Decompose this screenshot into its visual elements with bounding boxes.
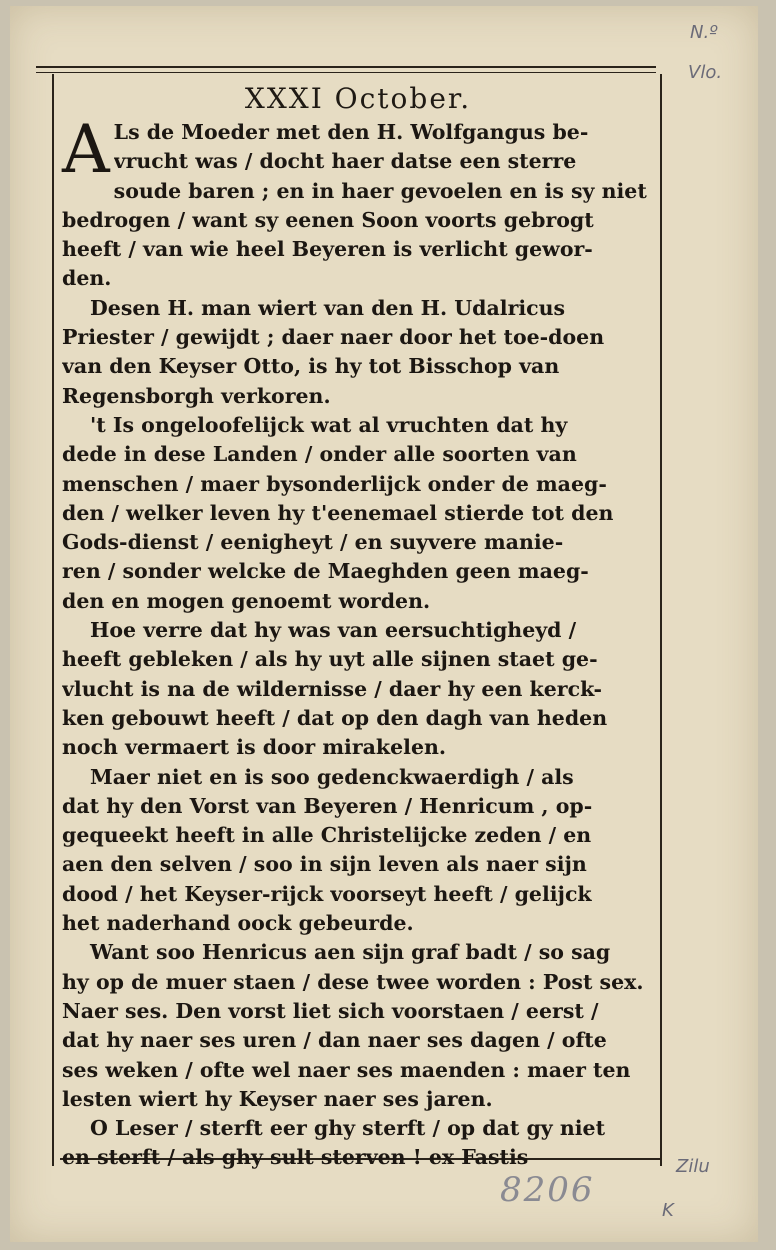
margin-note: Zilu [676,1156,710,1177]
text-line: dat hy naer ses uren / dan naer ses dagen / ofte [62,1028,607,1053]
text-line: aen den selven / soo in sijn leven als naer sijn [62,852,587,877]
text-line: dood / het Keyser-rijck voorseyt heeft / gelijck [62,881,592,906]
text-line: menschen / maer bysonderlijck onder de maeg- [62,471,607,496]
text-line: den / welker leven hy t'eenemael stierde tot den [62,500,614,525]
text-line: Hoe verre dat hy was van eersuchtigheyd / [90,618,577,643]
text-line: lesten wiert hy Keyser naer ses jaren. [62,1086,493,1111]
text-line: ses weken / ofte wel naer ses maenden : maer ten [62,1057,631,1082]
text-line: heeft gebleken / als hy uyt alle sijnen staet ge- [62,647,598,672]
margin-note: K [662,1200,674,1221]
text-line: van den Keyser Otto, is hy tot Bisschop van [62,354,560,379]
text-line: Regensborgh verkoren. [62,383,331,408]
text-line: vrucht was / docht haer datse een sterre [113,149,577,174]
text-line: bedrogen / want sy eenen Soon voorts gebrogt [62,207,594,232]
paragraph-1 [62,111,650,294]
paragraph-7 [62,1114,650,1173]
inventory-stamp: 8206 [500,1170,595,1210]
text-line: dede in dese Landen / onder alle soorten van [62,442,577,467]
text-line: Gods-dienst / eenigheyt / en suyvere manie- [62,530,564,555]
top-rule [36,66,656,73]
paragraph-3 [62,411,650,616]
margin-note: Vlo. [688,62,723,83]
margin-note: N.º [690,22,718,43]
text-line: Want soo Henricus aen sijn graf badt / so sag [90,940,611,965]
text-line: ren / sonder welcke de Maeghden geen maeg- [62,559,589,584]
text-line: Desen H. man wiert van den H. Udalricus [90,295,566,320]
text-line: dat hy den Vorst van Beyeren / Henricum , op- [62,793,593,818]
text-line: den en mogen genoemt worden. [62,588,431,613]
paragraph-4 [62,616,650,762]
text-line: en sterft / als ghy sult sterven ! ex Fastis [62,1145,529,1170]
text-line: vlucht is na de wildernisse / daer hy een kerck- [62,676,602,701]
text-line: heeft / van wie heel Beyeren is verlicht gewor- [62,237,593,262]
text-line: het naderhand oock gebeurde. [62,911,414,936]
text-line: gequeekt heeft in alle Christelijcke zeden / en [62,823,592,848]
text-line: Maer niet en is soo gedenckwaerdigh / als [90,764,574,789]
text-line: den. [62,266,112,291]
text-line: 't Is ongeloofelijck wat al vruchten dat hy [90,412,568,437]
paragraph-6 [62,938,650,1114]
text-line: Ls de Moeder met den H. Wolfgangus be- [113,120,589,144]
paragraph-2 [62,294,650,411]
text-line: Priester / gewijdt ; daer naer door het toe-doen [62,325,605,350]
text-line: hy op de muer staen / dese twee worden : Post sex. [62,969,644,994]
text-line: ken gebouwt heeft / dat op den dagh van heden [62,705,608,730]
date-heading: XXXI October. [244,82,472,115]
text-line: Naer ses. Den vorst liet sich voorstaen / eerst / [62,998,599,1023]
body-text [62,111,650,1173]
text-line: O Leser / sterft eer ghy sterft / op dat gy niet [90,1116,606,1141]
text-line: noch vermaert is door mirakelen. [62,735,447,760]
drop-cap: A [62,111,110,188]
paragraph-5 [62,763,650,939]
text-line: soude baren ; en in haer gevoelen en is sy niet [113,178,647,203]
